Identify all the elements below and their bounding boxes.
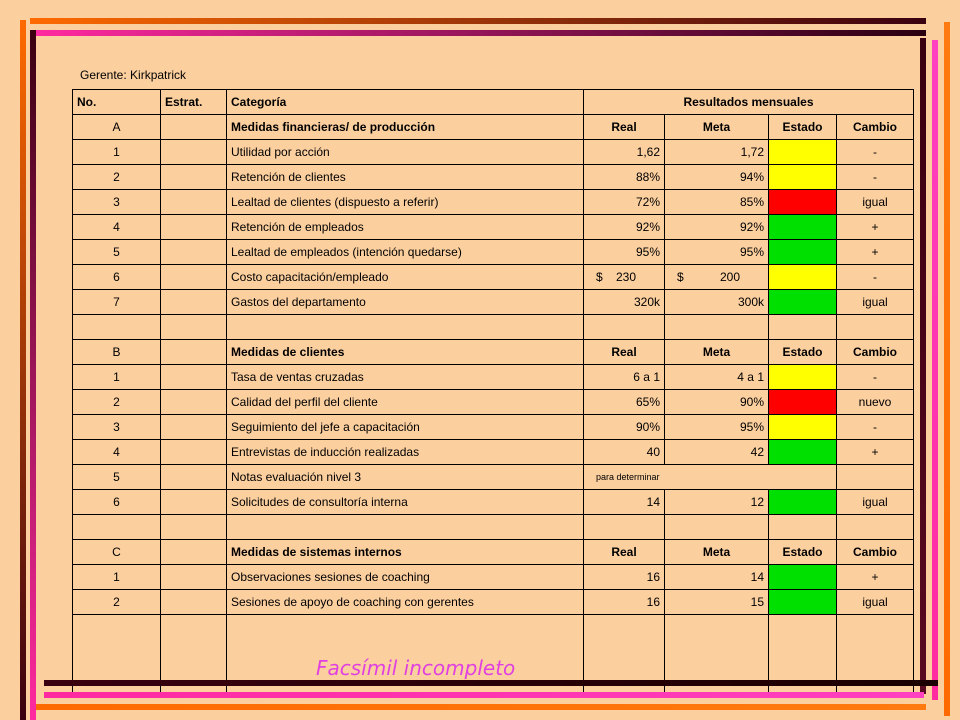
status-cell <box>769 165 837 190</box>
subheader-meta: Meta <box>665 115 769 140</box>
subheader-cambio: Cambio <box>837 340 914 365</box>
status-cell <box>769 365 837 390</box>
section-header-row <box>73 115 914 140</box>
frame-bar-right-a <box>920 38 926 694</box>
frame-bar-bottom-a <box>44 680 938 686</box>
frame-bar-top-inner <box>36 30 926 36</box>
section-title: Medidas de clientes <box>227 340 584 365</box>
subheader-cambio: Cambio <box>837 540 914 565</box>
frame-bar-bottom-c <box>36 704 926 710</box>
frame-bar-bottom-b <box>44 692 924 698</box>
status-cell <box>769 215 837 240</box>
table-row: 1 Utilidad por acción 1,62 1,72 - <box>73 140 914 165</box>
status-cell <box>769 290 837 315</box>
table-row: 3 Seguimiento del jefe a capacitación 90% 95% - <box>73 415 914 440</box>
table-row: 7 Gastos del departamento 320k 300k igual <box>73 290 914 315</box>
subheader-meta: Meta <box>665 340 769 365</box>
subheader-estado: Estado <box>769 340 837 365</box>
status-cell <box>769 590 837 615</box>
table-row: 4 Entrevistas de inducción realizadas 40 42 + <box>73 440 914 465</box>
status-cell <box>769 240 837 265</box>
frame-bar-right-b <box>932 40 938 700</box>
table-row: 2 Sesiones de apoyo de coaching con gerentes 16 15 igual <box>73 590 914 615</box>
status-cell <box>769 265 837 290</box>
spacer-row <box>73 515 914 540</box>
col-category-header: Categoría <box>227 90 584 115</box>
table-row: 5 Lealtad de empleados (intención quedarse) 95% 95% + <box>73 240 914 265</box>
table-row: 1 Tasa de ventas cruzadas 6 a 1 4 a 1 - <box>73 365 914 390</box>
status-cell <box>769 140 837 165</box>
subheader-meta: Meta <box>665 540 769 565</box>
table-row: 5 Notas evaluación nivel 3 para determinar <box>73 465 914 490</box>
frame-bar-left-inner <box>30 30 36 720</box>
status-cell <box>769 565 837 590</box>
col-results-header: Resultados mensuales <box>584 90 914 115</box>
facsimile-watermark: Facsímil incompleto <box>316 656 516 680</box>
table-row: 4 Retención de empleados 92% 92% + <box>73 215 914 240</box>
col-no-header: No. <box>73 90 161 115</box>
table-row: 3 Lealtad de clientes (dispuesto a referir) 72% 85% igual <box>73 190 914 215</box>
subheader-real: Real <box>584 540 665 565</box>
header-row <box>73 90 914 115</box>
frame-bar-right-c <box>944 22 950 716</box>
subheader-real: Real <box>584 340 665 365</box>
status-cell <box>769 415 837 440</box>
status-cell <box>769 490 837 515</box>
section-title: Medidas de sistemas internos <box>227 540 584 565</box>
subheader-real: Real <box>584 115 665 140</box>
section-header-row <box>73 540 914 565</box>
status-cell <box>769 190 837 215</box>
section-id: C <box>73 540 161 565</box>
manager-label: Gerente: Kirkpatrick <box>80 68 187 82</box>
subheader-estado: Estado <box>769 115 837 140</box>
table-row: 2 Retención de clientes 88% 94% - <box>73 165 914 190</box>
col-strat-header: Estrat. <box>161 90 227 115</box>
section-id: B <box>73 340 161 365</box>
table-row: 6 Solicitudes de consultoría interna 14 12 igual <box>73 490 914 515</box>
section-header-row <box>73 340 914 365</box>
section-id: A <box>73 115 161 140</box>
subheader-estado: Estado <box>769 540 837 565</box>
pending-note: para determinar <box>584 465 837 490</box>
table-row: 1 Observaciones sesiones de coaching 16 14 + <box>73 565 914 590</box>
frame-bar-left-outer <box>20 20 26 720</box>
frame-bar-top-outer <box>30 18 926 24</box>
table-row: 6 Costo capacitación/empleado $ 230 $ 200 - <box>73 265 914 290</box>
scorecard-table <box>72 89 914 693</box>
subheader-cambio: Cambio <box>837 115 914 140</box>
table-row: 2 Calidad del perfil del cliente 65% 90% nuevo <box>73 390 914 415</box>
section-title: Medidas financieras/ de producción <box>227 115 584 140</box>
status-cell <box>769 390 837 415</box>
status-cell <box>769 440 837 465</box>
spacer-row <box>73 315 914 340</box>
